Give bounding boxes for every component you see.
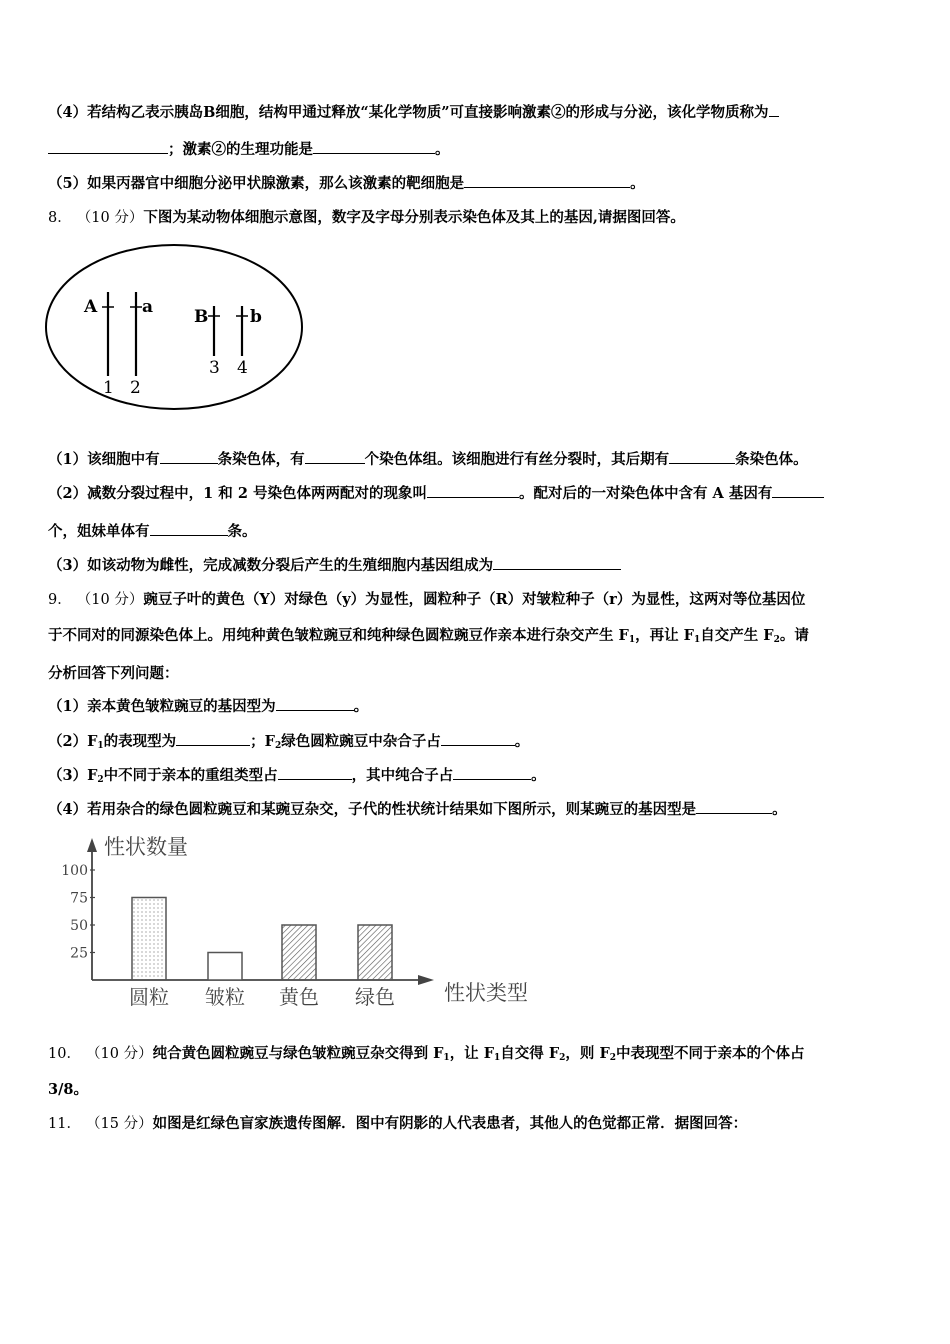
bar-2 <box>208 953 242 981</box>
q7-part5: （5）如果丙器官中细胞分泌甲状腺激素，那么该激素的靶细胞是 。 <box>48 175 645 192</box>
answer-blank[interactable] <box>48 140 168 154</box>
q9-sub4: （4）若用杂合的绿色圆粒豌豆和某豌豆杂交，子代的性状统计结果如下图所示，则某豌豆的基因型是 。 <box>48 801 787 818</box>
q8-sub1: （1）该细胞中有 条染色体，有 个染色体组。该细胞进行有丝分裂时，其后期有 条染色体。 <box>48 451 808 468</box>
bar-3 <box>282 925 316 980</box>
q9-sub3: $(3)F_2$中不同于亲本的重组类型占 ，其中纯合子占 。 <box>48 767 546 785</box>
answer-blank[interactable] <box>769 103 779 117</box>
answer-blank[interactable] <box>305 450 365 464</box>
y-axis-title: 性状数量 <box>104 835 188 859</box>
x-axis-arrow <box>418 975 434 985</box>
x-category-label: 圆粒 <box>129 985 169 1009</box>
q8-sub2-line2: 个，姐妹单体有 条。 <box>48 523 257 540</box>
trait-bar-chart <box>52 830 552 1020</box>
gene-a-label: a <box>142 297 154 317</box>
answer-blank[interactable] <box>441 732 515 746</box>
answer-blank[interactable] <box>696 800 772 814</box>
gene-A-label: A <box>84 297 98 317</box>
q9-sub2: $(2)F_1$的表现型为 ；$F_2$绿色圆粒豌豆中杂合子占 。 <box>48 733 530 751</box>
answer-blank[interactable] <box>453 766 531 780</box>
q9-sub1: （1）亲本黄色皱粒豌豆的基因型为 。 <box>48 698 369 715</box>
answer-blank[interactable] <box>276 697 354 711</box>
chromosome-number-2: 2 <box>130 378 141 398</box>
y-tick-label: 100 <box>61 863 88 879</box>
answer-blank[interactable] <box>278 766 352 780</box>
chromosome-number-4: 4 <box>237 358 248 378</box>
q10-stem-line1: 10． （10 分）纯合黄色圆粒豌豆与绿色皱粒豌豆杂交得到 $F_1$，让 $F_1$自交得 $F_2$，则 $F_2$中表现型不同于亲本的个体占 <box>48 1045 805 1063</box>
y-tick-label: 50 <box>70 918 88 934</box>
chromosome-number-3: 3 <box>209 358 220 378</box>
y-tick-label: 25 <box>70 945 88 962</box>
x-category-label: 皱粒 <box>205 985 245 1009</box>
answer-blank[interactable] <box>313 140 435 154</box>
q9-stem-line1: 9． （10 分）豌豆子叶的黄色（Y）对绿色（y）为显性，圆粒种子（R）对皱粒种子（r）为显性，这两对等位基因位 <box>48 591 806 608</box>
q8-stem: 8． （10 分）下图为某动物体细胞示意图，数字及字母分别表示染色体及其上的基因,请据图回答。 <box>48 209 685 226</box>
q9-stem-line2: 于不同对的同源染色体上。用纯种黄色皱粒豌豆和纯种绿色圆粒豌豆作亲本进行杂交产生 $F_1$，再让 $F_1$自交产生 $F_2$。请 <box>48 627 809 645</box>
y-tick-label: 75 <box>70 890 88 907</box>
answer-blank[interactable] <box>464 174 630 188</box>
x-axis-title: 性状类型 <box>444 981 528 1005</box>
answer-blank[interactable] <box>150 522 228 536</box>
answer-blank[interactable] <box>669 450 735 464</box>
chromosome-number-1: 1 <box>103 378 114 398</box>
q9-stem-line3: 分析回答下列问题： <box>48 665 179 682</box>
q10-stem-line2: 3/8。 <box>48 1081 88 1098</box>
q11-stem: 11． （15 分）如图是红绿色盲家族遗传图解．图中有阴影的人代表患者，其他人的色觉都正常．据图回答： <box>48 1115 748 1132</box>
q8-sub3: （3）如该动物为雌性，完成减数分裂后产生的生殖细胞内基因组成为 <box>48 556 910 576</box>
x-category-label: 黄色 <box>279 985 319 1009</box>
answer-blank[interactable] <box>176 732 250 746</box>
bar-1 <box>132 898 166 981</box>
answer-blank[interactable] <box>772 484 824 498</box>
gene-b-label: b <box>250 307 262 327</box>
y-axis-arrow <box>87 838 97 852</box>
q8-sub2-line1: （2）减数分裂过程中，1 和 2 号染色体两两配对的现象叫 。配对后的一对染色体中含有 A 基因有 <box>48 484 910 504</box>
q7-part4-line1: （4）若结构乙表示胰岛B细胞，结构甲通过释放“某化学物质”可直接影响激素②的形成与分泌，该化学物质称为 <box>48 103 910 123</box>
answer-blank[interactable] <box>160 450 218 464</box>
x-category-label: 绿色 <box>355 985 395 1009</box>
cell-diagram <box>44 240 314 420</box>
q7-part4-line2: ；激素②的生理功能是 。 <box>48 140 910 160</box>
gene-B-label: B <box>194 307 209 327</box>
answer-blank[interactable] <box>427 484 519 498</box>
answer-blank[interactable] <box>493 556 621 570</box>
bar-4 <box>358 925 392 980</box>
cell-outline <box>46 245 302 409</box>
